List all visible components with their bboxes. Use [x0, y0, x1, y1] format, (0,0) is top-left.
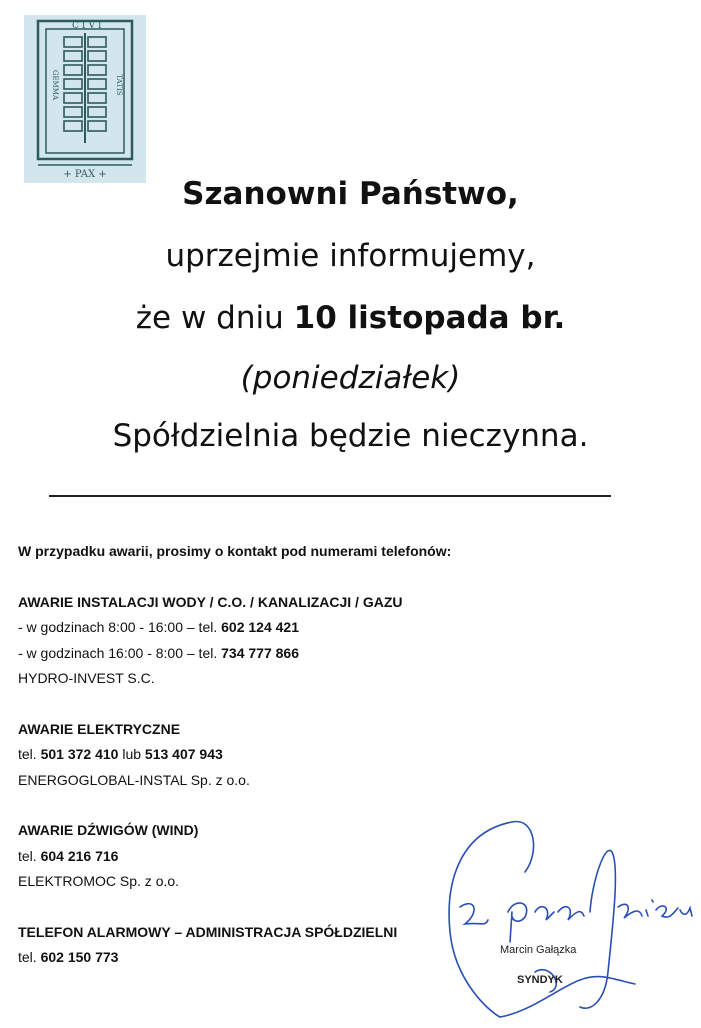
lift-tel-label: tel.: [18, 847, 41, 864]
alarm-section-title: TELEFON ALARMOWY – ADMINISTRACJA SPÓŁDZIELNI: [18, 923, 398, 940]
announcement-line-2: uprzejmie informujemy,: [165, 238, 536, 274]
lift-phone[interactable]: 604 216 716: [40, 847, 119, 864]
electric-section-title: AWARIE ELEKTRYCZNE: [18, 720, 181, 737]
building-emblem-icon: [24, 15, 146, 183]
svg-text:GEMMA: GEMMA: [51, 69, 59, 101]
closure-date: 10 listopada br.: [293, 300, 566, 336]
alarm-phone[interactable]: 602 150 773: [40, 949, 119, 965]
alarm-tel-label: tel.: [18, 949, 41, 965]
electric-company: ENERGOGLOBAL-INSTAL Sp. z o.o.: [18, 771, 250, 788]
electric-connector: lub: [118, 746, 145, 762]
water-night-phone[interactable]: 734 777 866: [221, 644, 299, 661]
divider: [49, 495, 611, 497]
closure-notice: Spółdzielnia będzie nieczynna.: [112, 418, 589, 454]
electric-phone-2[interactable]: 513 407 943: [144, 746, 223, 762]
svg-text:+ PAX +: + PAX +: [63, 169, 107, 180]
svg-text:TATIS: TATIS: [115, 74, 123, 96]
announcement-date-line: [0, 300, 701, 336]
water-section-title: AWARIE INSTALACJI WODY / C.O. / KANALIZACJI / GAZU: [18, 593, 403, 610]
water-daytime-phone[interactable]: 602 124 421: [221, 619, 299, 635]
contacts-intro: W przypadku awarii, prosimy o kontakt pod numerami telefonów:: [18, 543, 452, 559]
lift-company: ELEKTROMOC Sp. z o.o.: [18, 873, 180, 889]
signatory-name: Marcin Gałązka: [500, 944, 577, 956]
cooperative-logo: [24, 15, 146, 183]
water-company: HYDRO-INVEST S.C.: [18, 670, 155, 686]
water-daytime-label: - w godzinach 8:00 - 16:00 – tel.: [18, 619, 222, 635]
water-daytime-row: [18, 615, 538, 641]
handwritten-signature: [440, 812, 701, 1024]
electric-tel-label: tel.: [18, 746, 41, 762]
date-prefix: że w dniu: [135, 300, 294, 336]
electric-phone-row: [18, 742, 538, 768]
signature-scribble-icon: [440, 812, 701, 1024]
electric-phone-1[interactable]: 501 372 410: [40, 746, 119, 762]
lift-section-title: AWARIE DŹWIGÓW (WIND): [18, 822, 199, 838]
signatory-role: SYNDYK: [517, 974, 563, 986]
water-night-row: [18, 641, 538, 667]
svg-text:CIVI: CIVI: [72, 21, 105, 31]
weekday: (poniedziałek): [240, 360, 461, 396]
greeting: Szanowni Państwo,: [182, 176, 519, 212]
water-night-label: - w godzinach 16:00 - 8:00 – tel.: [18, 644, 222, 661]
